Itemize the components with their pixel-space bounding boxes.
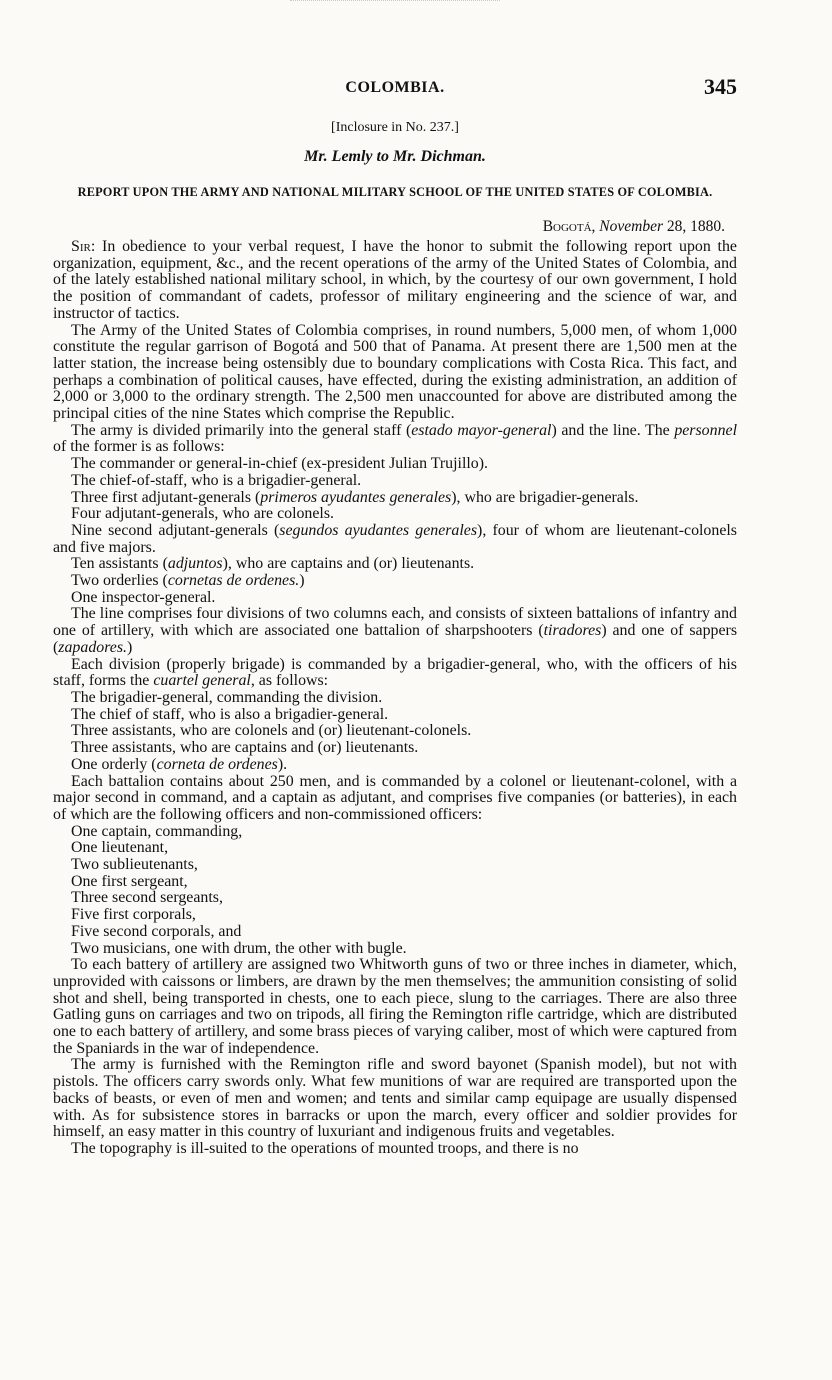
text-run: Three first adjutant-generals (: [71, 488, 261, 506]
italic-term: personnel: [674, 421, 737, 439]
list-item: One inspector-general.: [71, 588, 216, 606]
inclosure-note: [Inclosure in No. 237.]: [331, 120, 459, 135]
dateline-day-year: 28, 1880.: [666, 218, 725, 235]
paragraph-text: In obedience to your verbal request, I have the honor to submit the following report upon the organization, equipment, &c., and the recent operations of the army of the United States of Colombia, and of the lately established national military school, in which, by the courtesy of our own government, I hold the position of commandant of cadets, professor of military engineering and the science of war, and instructor of tactics.: [53, 238, 737, 322]
text-run: Two orderlies (: [71, 572, 168, 590]
paragraph: [53, 423, 737, 456]
list-item: [53, 556, 737, 573]
paragraph: The Army of the United States of Colombia comprises, in round numbers, 5,000 men, of whom 1,000 constitute the regular garrison of Bogotá and 500 that of Panama. At present there are 1,500 men at the latter station, the increase being ostensibly due to boundary complications with Costa Rica. This fact, and perhaps a combination of political causes, have effected, during the existing administration, an addition of 2,000 or 3,000 to the ordinary strength. The 2,500 men unaccounted for above are distributed among the principal cities of the nine States which comprise the Republic.: [53, 321, 737, 423]
paragraph: [53, 239, 737, 323]
document-page: [53, 0, 737, 1158]
italic-term: adjuntos: [167, 555, 223, 573]
dateline-place: Bogotá,: [542, 218, 596, 235]
paragraph: [53, 606, 737, 656]
list-item: The chief of staff, who is also a brigadier-general.: [71, 705, 389, 723]
list-item: Three assistants, who are colonels and (or) lieutenant-colonels.: [71, 722, 472, 740]
dateline: [53, 218, 737, 236]
list-item: [53, 490, 737, 507]
list-item: The chief-of-staff, who is a brigadier-general.: [71, 471, 362, 489]
text-run: Each division (properly brigade) is commanded by a brigadier-general, who, with the officers of his staff, forms the: [53, 655, 737, 690]
list-item: Two musicians, one with drum, the other with bugle.: [71, 939, 407, 957]
list-item: One first sergeant,: [71, 872, 188, 890]
list-item: [53, 523, 737, 556]
italic-term: corneta de ordenes: [156, 755, 278, 773]
paragraph: Each battalion contains about 250 men, and is commanded by a colonel or lieutenant-colonel, with a major second in command, and a captain as adjutant, and comprises five companies (or batteries), in each of which are the following officers and non-commissioned officers:: [53, 772, 737, 823]
italic-term: estado mayor-general: [411, 421, 552, 439]
text-run: ), who are captains and (or) lieutenants.: [222, 555, 475, 573]
list-item: The commander or general-in-chief (ex-president Julian Trujillo).: [71, 455, 488, 473]
text-run: ): [299, 572, 305, 590]
paragraph: The topography is ill-suited to the operations of mounted troops, and there is no: [71, 1139, 579, 1157]
text-run: ): [127, 638, 133, 656]
text-run: The line comprises four divisions of two columns each, and consists of sixteen battalions of infantry and one of artillery, with which are associated one battalion of sharpshooters (: [53, 605, 737, 640]
dateline-month: November: [599, 218, 663, 235]
italic-term: cuartel general: [153, 672, 251, 690]
text-run: ) and one of sappers (: [53, 622, 738, 656]
text-run: One orderly (: [71, 755, 157, 773]
paragraph: The army is furnished with the Remington rifle and sword bayonet (Spanish model), but not with pistols. The officers carry swords only. What few munitions of war are required are transported upon the backs of beasts, or even of men and women; and tents and similar camp equipage are usually dispensed with. As for subsistence stores in barracks or upon the march, every officer and soldier provides for himself, an easy matter in this country of luxuriant and indigenous fruits and vegetables.: [53, 1056, 737, 1141]
list-item: Five second corporals, and: [71, 922, 242, 940]
text-run: Nine second adjutant-generals (: [71, 521, 280, 539]
running-title: COLOMBIA.: [345, 79, 445, 96]
list-item: One lieutenant,: [71, 839, 169, 857]
list-item: [53, 573, 737, 590]
letter-heading: Mr. Lemly to Mr. Dichman.: [304, 148, 486, 165]
paragraph: [53, 657, 737, 690]
text-run: ), four of whom are lieutenant-colonels and five majors.: [53, 521, 737, 556]
list-item: [53, 757, 737, 774]
list-item: Three assistants, who are captains and (or) lieutenants.: [71, 739, 419, 757]
text-run: ) and the line. The: [551, 421, 675, 439]
text-run: ), who are brigadier-generals.: [451, 488, 639, 506]
list-item: Five first corporals,: [71, 906, 196, 924]
italic-term: cornetas de ordenes.: [167, 572, 300, 590]
italic-term: primeros ayudantes generales: [260, 488, 452, 506]
list-item: One captain, commanding,: [71, 822, 243, 840]
text-run: Ten assistants (: [71, 555, 168, 573]
list-item: The brigadier-general, commanding the division.: [71, 688, 383, 706]
salutation: Sir:: [71, 238, 96, 255]
italic-term: segundos ayudantes generales: [279, 521, 478, 539]
page-number: 345: [704, 74, 737, 99]
report-title: REPORT UPON THE ARMY AND NATIONAL MILITARY SCHOOL OF THE UNITED STATES OF COLOMBIA.: [77, 185, 713, 199]
text-run: , as follows:: [250, 672, 329, 690]
text-run: The army is divided primarily into the general staff (: [71, 421, 412, 439]
italic-term: tiradores: [543, 622, 602, 640]
report-body: [53, 239, 737, 1158]
page-header: [53, 0, 737, 100]
list-item: Four adjutant-generals, who are colonels.: [71, 505, 334, 523]
list-item: Two sublieutenants,: [71, 856, 198, 874]
text-run: of the former is as follows:: [53, 438, 225, 456]
italic-term: zapadores.: [58, 638, 128, 656]
paragraph: To each battery of artillery are assigned two Whitworth guns of two or three inches in diameter, which, unprovided with caissons or limbers, are drawn by the men themselves; the ammunition consisting of solid shot and shell, being transported in chests, one to each piece, slung to the carriages. There are also three Gatling guns on carriages and two on tripods, all firing the Remington rifle cartridge, which are distributed one to each battery of artillery, and some brass pieces of varying caliber, most of which were captured from the Spaniards in the war of independence.: [53, 956, 737, 1057]
text-run: ).: [277, 755, 288, 773]
list-item: Three second sergeants,: [71, 889, 223, 907]
